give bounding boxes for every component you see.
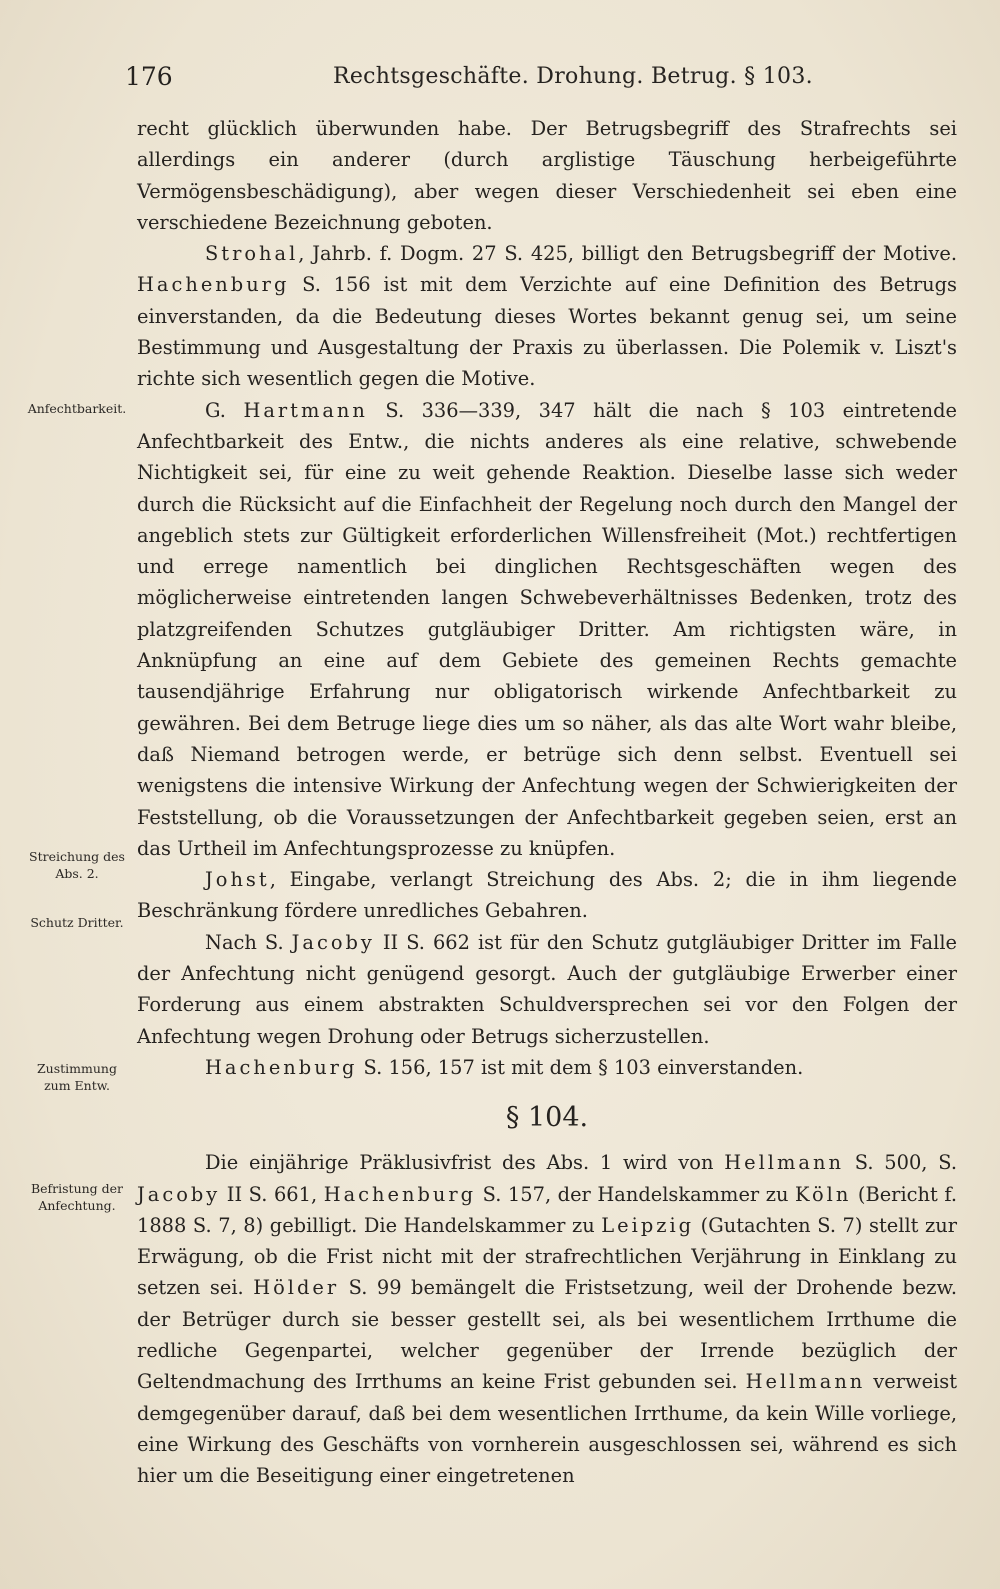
margin-note-streichung: Streichung des Abs. 2. bbox=[29, 849, 125, 881]
spaced-name: Jacoby bbox=[291, 930, 375, 954]
text-run: G. bbox=[205, 398, 244, 422]
text-run: II S. 661, bbox=[220, 1182, 324, 1206]
text-run: verweist demgegenüber darauf, daß bei dem wesentlichen Irrthume, da kein Wille vorliege, eine Wirkung des Geschäfts von vornherein ausgeschlossen sei, während es sich hier um die Beseitigung einer eingetretenen bbox=[137, 1370, 957, 1488]
spaced-name: Köln bbox=[795, 1182, 852, 1206]
spaced-name: Hellmann bbox=[745, 1370, 866, 1394]
margin-note-schutz-dritter: Schutz Dritter. bbox=[30, 915, 124, 930]
text-run: S. 156 ist mit dem Verzichte auf eine Definition des Betrugs einverstanden, da die Bedeutung dieses Wortes bekannt genug sei, um seine Bestimmung und Ausgestaltung der Praxis zu überlassen. Die Polemik v. Liszt's richte sich wesentlich gegen die Motive. bbox=[137, 273, 957, 391]
section-heading: § 104. bbox=[505, 1102, 589, 1134]
text-run: (Gutachten S. 7) stellt zur Erwägung, ob die Frist nicht mit der strafrechtlichen Verjährung in Einklang zu setzen sei. bbox=[137, 1213, 957, 1300]
margin-note-befristung: Befristung der Anfechtung. bbox=[30, 1181, 124, 1213]
page-number: 176 bbox=[125, 62, 173, 91]
text-run: S. 336—339, 347 hält die nach § 103 eintretende Anfechtbarkeit des Entw., die nichts anderes als eine relative, schwebende Nichtigkeit sei, für eine zu weit gehende Reaktion. Dieselbe lasse sich weder durch die Rücksicht auf die Einfachheit der Regelung noch durch den Mangel der angeblich stets zur Gültigkeit erforderlichen Willensfreiheit (Mot.) rechtfertigen und errege namentlich bei dinglichen Rechtsgeschäften wegen des möglicherweise eintretenden langen Schwebeverhältnisses Bedenken, trotz des platzgreifenden Schutzes gutgläubiger Dritter. Am richtigsten wäre, in Anknüpfung an eine auf dem Gebiete des gemeinen Rechts gemachte tausendjährige Erfahrung nur obligatorisch wirkende Anfechtbarkeit zu gewähren. Bei dem Betruge liege dies um so näher, als das alte Wort wahr bleibe, daß Niemand betrogen werde, er betrüge sich denn selbst. Eventuell sei wenigstens die intensive Wirkung der Anfechtung wegen der Schwierigkeiten der Feststellung, ob die Voraussetzungen der Anfechtbarkeit gegeben seien, erst an das Urtheil im Anfechtungsprozesse zu knüpfen. bbox=[137, 398, 957, 860]
paragraph-3 bbox=[137, 395, 957, 864]
text-run: S. 156, 157 ist mit dem § 103 einverstanden. bbox=[357, 1055, 804, 1079]
spaced-name: Hachenburg bbox=[137, 273, 290, 297]
margin-note-zustimmung: Zustimmung zum Entw. bbox=[37, 1061, 117, 1093]
text-run: II S. 662 ist für den Schutz gutgläubiger Dritter im Falle der Anfechtung nicht genügend gesorgt. Auch der gutgläubige Erwerber einer Forderung aus einem abstrakten Schuldversprechen sei vor den Folgen der Anfechtung wegen Drohung oder Betrugs sicherzustellen. bbox=[137, 930, 957, 1048]
paragraph-4 bbox=[137, 864, 957, 927]
paragraph-7 bbox=[137, 1147, 957, 1491]
text-run: , Eingabe, verlangt Streichung des Abs. 2; die in ihm liegende Beschränkung fördere unredliches Gebahren. bbox=[137, 868, 957, 923]
spaced-name: Hartmann bbox=[243, 398, 368, 422]
text-run: Nach S. bbox=[205, 930, 292, 954]
text-run: S. 157, der Handelskammer zu bbox=[476, 1182, 795, 1206]
text-run: recht glücklich überwunden habe. Der Betrugsbegriff des Strafrechts sei allerdings ein anderer (durch arglistige Täuschung herbeigeführte Vermögensbeschädigung), aber wegen dieser Verschiedenheit sei eben eine verschiedene Bezeichnung geboten. bbox=[137, 117, 957, 234]
spaced-name: Hellmann bbox=[724, 1151, 844, 1175]
spaced-name: Jacoby bbox=[137, 1182, 221, 1206]
text-run: S. 500, S. bbox=[843, 1151, 957, 1175]
text-run: , Jahrb. f. Dogm. 27 S. 425, billigt den Betrugsbegriff der Motive. bbox=[298, 242, 957, 266]
text-run: Die einjährige Präklusivfrist des Abs. 1 wird von bbox=[205, 1151, 725, 1175]
paragraph-5 bbox=[137, 927, 957, 1052]
spaced-name: Hachenburg bbox=[323, 1182, 477, 1206]
spaced-name: Leipzig bbox=[601, 1213, 695, 1237]
page-body bbox=[137, 113, 957, 1491]
spaced-name: Johst bbox=[205, 868, 270, 892]
running-header bbox=[125, 58, 955, 98]
text-run: S. 99 bemängelt die Fristsetzung, weil der Drohende bezw. der Betrüger durch sie besser gestellt sei, als bei wesentlichem Irrthume die redliche Gegenpartei, welcher gegenüber der Irrende bezüglich der Geltendmachung des Irrthums an keine Frist gebunden sei. bbox=[137, 1276, 957, 1394]
paragraph-1 bbox=[137, 113, 957, 238]
paragraph-6 bbox=[137, 1052, 957, 1083]
running-title: Rechtsgeschäfte. Drohung. Betrug. § 103. bbox=[333, 64, 813, 89]
margin-note-anfechtbarkeit: Anfechtbarkeit. bbox=[27, 401, 127, 416]
spaced-name: Hachenburg bbox=[205, 1055, 358, 1079]
spaced-name: Strohal bbox=[205, 242, 299, 266]
paragraph-2 bbox=[137, 238, 957, 394]
text-run: (Bericht f. 1888 S. 7, 8) gebilligt. Die Handelskammer zu bbox=[137, 1182, 957, 1237]
spaced-name: Hölder bbox=[253, 1276, 340, 1300]
